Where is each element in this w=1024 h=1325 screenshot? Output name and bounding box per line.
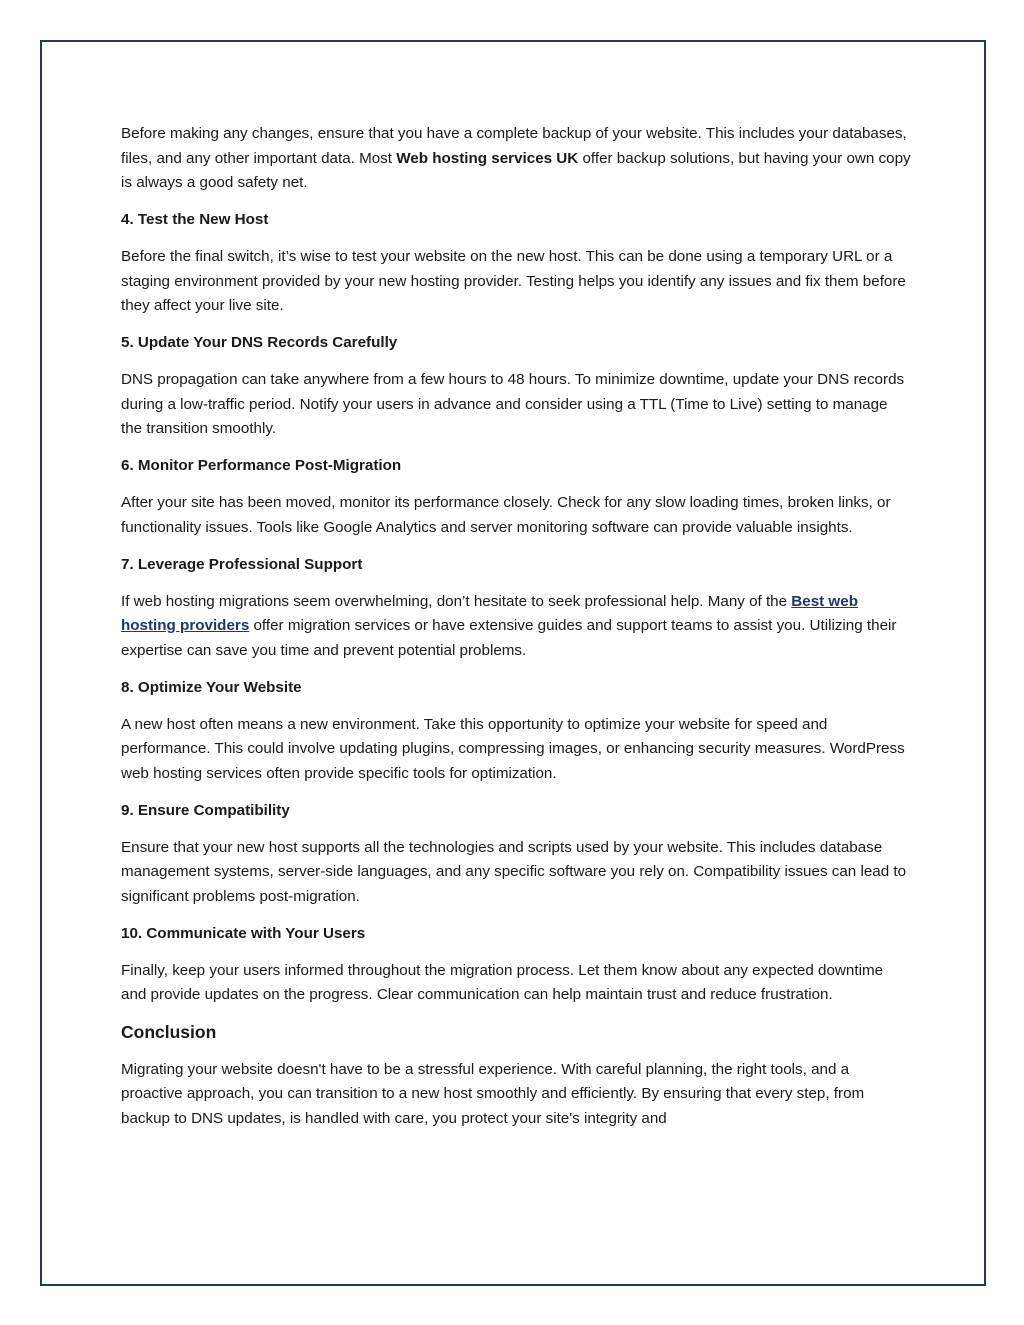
- section-heading-10: 10. Communicate with Your Users: [121, 924, 366, 942]
- paragraph-text: Before making any changes, ensure that you have a complete backup of your website. This includes your databases, files, and any other important data. Most: [121, 125, 907, 167]
- section-heading-6: 6. Monitor Performance Post-Migration: [121, 457, 402, 474]
- paragraph-text: If web hosting migrations seem overwhelming, don’t hesitate to seek professional help. Many of the: [121, 592, 792, 610]
- document-page: [40, 40, 986, 1286]
- document-body: [121, 122, 911, 1144]
- section-heading-8: 8. Optimize Your Website: [121, 678, 302, 696]
- section-heading-9: 9. Ensure Compatibility: [121, 801, 290, 819]
- section-body-7: [121, 590, 911, 664]
- section-body-8: A new host often means a new environment. Take this opportunity to optimize your website for speed and performance. This could involve updating plugins, compressing images, or enhancing security measures. WordPress web hosting services often provide specific tools for optimization.: [121, 715, 905, 782]
- section-heading-7: 7. Leverage Professional Support: [121, 555, 363, 573]
- paragraph-text: offer backup solutions, but having your own copy is always a good safety net.: [121, 149, 911, 191]
- section-heading-5: 5. Update Your DNS Records Carefully: [121, 334, 398, 351]
- section-body-6: After your site has been moved, monitor its performance closely. Check for any slow loading times, broken links, or functionality issues. Tools like Google Analytics and server monitoring software can provide valuable insights.: [121, 494, 891, 536]
- section-heading-4: 4. Test the New Host: [121, 211, 269, 228]
- conclusion-body: Migrating your website doesn't have to be a stressful experience. With careful planning, the right tools, and a proactive approach, you can transition to a new host smoothly and efficiently. By ensuring that every step, from backup to DNS updates, is handled with care, you protect your site's integrity and: [121, 1060, 865, 1127]
- paragraph-text: offer migration services or have extensive guides and support teams to assist you. Utilizing their expertise can save you time and prevent potential problems.: [121, 617, 897, 659]
- backup-paragraph: [121, 122, 911, 196]
- section-body-4: Before the final switch, it’s wise to test your website on the new host. This can be done using a temporary URL or a staging environment provided by your new hosting provider. Testing helps you identify any issues and fix them before they affect your live site.: [121, 248, 906, 314]
- best-web-hosting-providers-link[interactable]: Best web hosting providers: [121, 592, 858, 634]
- conclusion-heading: Conclusion: [121, 1022, 217, 1042]
- bold-phrase: Web hosting services UK: [396, 149, 579, 167]
- section-body-9: Ensure that your new host supports all the technologies and scripts used by your website. This includes database management systems, server-side languages, and any specific software you rely on. Compatibility issues can lead to significant problems post-migration.: [121, 838, 907, 905]
- section-body-5: DNS propagation can take anywhere from a few hours to 48 hours. To minimize downtime, update your DNS records during a low-traffic period. Notify your users in advance and consider using a TTL (Time to Live) setting to manage the transition smoothly.: [121, 371, 905, 437]
- section-body-10: Finally, keep your users informed throughout the migration process. Let them know about any expected downtime and provide updates on the progress. Clear communication can help maintain trust and reduce frustration.: [121, 961, 884, 1003]
